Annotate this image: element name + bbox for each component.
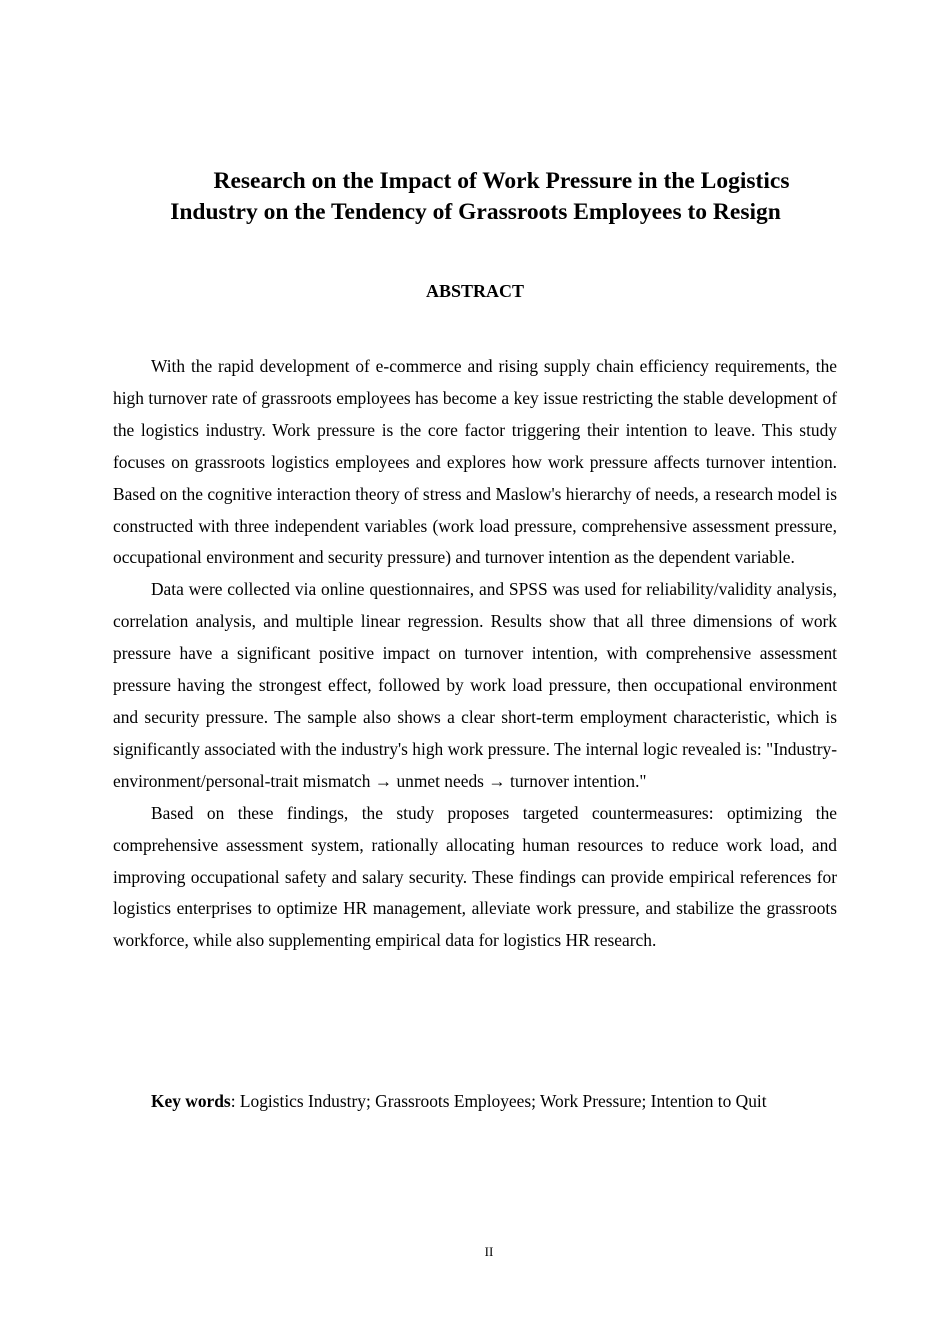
- abstract-paragraph-1: With the rapid development of e-commerce and rising supply chain efficiency requirements, the high turnover rate of grassroots employees has become a key issue restricting the stable development of the logistics industry. Work pressure is the core factor triggering their intention to leave. This study focuses on grassroots logistics employees and explores how work pressure affects turnover intention. Based on the cognitive interaction theory of stress and Maslow's hierarchy of needs, a research model is constructed with three independent variables (work load pressure, comprehensive assessment pressure, occupational environment and security pressure) and turnover intention as the dependent variable.: [113, 356, 837, 568]
- abstract-paragraph-2: Data were collected via online questionnaires, and SPSS was used for reliability/validity analysis, correlation analysis, and multiple linear regression. Results show that all three dimensions of work pressure have a significant positive impact on turnover intention, with comprehensive assessment pressure having the strongest effect, followed by work load pressure, then occupational environment and security pressure. The sample also shows a clear short-term employment characteristic, which is significantly associated with the industry's high work pressure. The internal logic revealed is: "Industry-environment/personal-trait mismatch → unmet needs → turnover intention.": [113, 579, 837, 791]
- paper-title: [113, 166, 838, 228]
- abstract-body: [113, 351, 837, 957]
- keywords-line: [151, 1086, 851, 1116]
- abstract-paragraph-3: Based on these findings, the study proposes targeted countermeasures: optimizing the comprehensive assessment system, rationally allocating human resources to reduce work load, and improving occupational safety and salary security. These findings can provide empirical references for logistics enterprises to optimize HR management, alleviate work pressure, and stabilize the grassroots workforce, while also supplementing empirical data for logistics HR research.: [113, 802, 837, 951]
- keywords-text: : Logistics Industry; Grassroots Employees; Work Pressure; Intention to Quit: [230, 1091, 767, 1111]
- paper-title-line-2: Industry on the Tendency of Grassroots Employees to Resign: [170, 199, 781, 225]
- keywords-label: Key words: [151, 1091, 231, 1111]
- abstract-heading: ABSTRACT: [425, 281, 525, 301]
- paper-title-line-1: Research on the Impact of Work Pressure in the Logistics: [213, 168, 790, 194]
- page-number: II: [484, 1244, 494, 1259]
